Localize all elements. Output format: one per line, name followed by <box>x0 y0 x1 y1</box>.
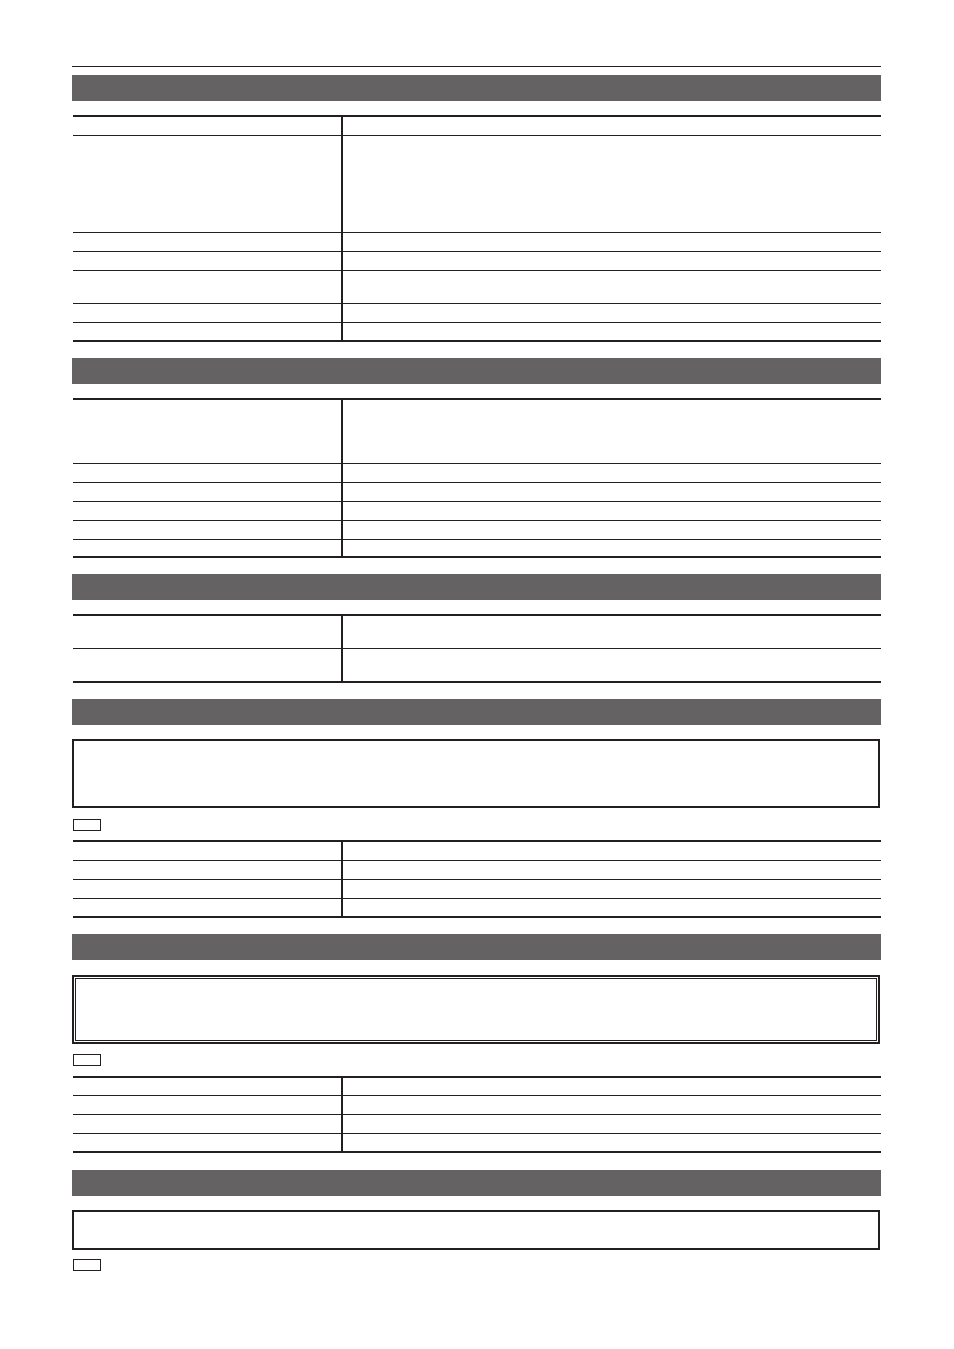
section-5-note-box <box>72 975 880 1044</box>
table-row-rule <box>73 1095 881 1096</box>
table-row-rule <box>73 1114 881 1115</box>
table-row-rule <box>73 501 881 502</box>
section-4-header-bar <box>72 699 881 725</box>
table-row-rule <box>73 322 881 323</box>
section-2-header-bar <box>72 358 881 384</box>
table-row-rule <box>73 135 881 136</box>
table-bottom-rule <box>73 556 881 558</box>
table-top-rule <box>73 1076 881 1078</box>
section-6-header-bar <box>72 1170 881 1196</box>
section-4-note-box <box>72 739 880 808</box>
table-bottom-rule <box>73 1151 881 1153</box>
table-top-rule <box>73 115 881 117</box>
table-top-rule <box>73 840 881 842</box>
table-row-rule <box>73 303 881 304</box>
table-column-divider <box>341 399 343 557</box>
table-row-rule <box>73 270 881 271</box>
table-row-rule <box>73 520 881 521</box>
table-row-rule <box>73 251 881 252</box>
table-bottom-rule <box>73 681 881 683</box>
section-4-label-tag <box>73 819 101 831</box>
table-row-rule <box>73 879 881 880</box>
table-column-divider <box>341 841 343 917</box>
table-bottom-rule <box>73 340 881 342</box>
section-3-header-bar <box>72 574 881 600</box>
section-6-note-box <box>72 1210 880 1250</box>
section-5-label-tag <box>73 1054 101 1066</box>
table-column-divider <box>341 615 343 682</box>
table-row-rule <box>73 232 881 233</box>
table-row-rule <box>73 648 881 649</box>
section-1-header-bar <box>72 75 881 101</box>
table-bottom-rule <box>73 916 881 918</box>
table-top-rule <box>73 398 881 400</box>
table-row-rule <box>73 539 881 540</box>
table-row-rule <box>73 1133 881 1134</box>
section-6-label-tag <box>73 1259 101 1271</box>
table-column-divider <box>341 116 343 341</box>
table-row-rule <box>73 860 881 861</box>
page-header-rule <box>72 66 881 67</box>
table-top-rule <box>73 614 881 616</box>
table-column-divider <box>341 1077 343 1152</box>
table-row-rule <box>73 482 881 483</box>
table-row-rule <box>73 463 881 464</box>
section-5-header-bar <box>72 934 881 960</box>
table-row-rule <box>73 898 881 899</box>
